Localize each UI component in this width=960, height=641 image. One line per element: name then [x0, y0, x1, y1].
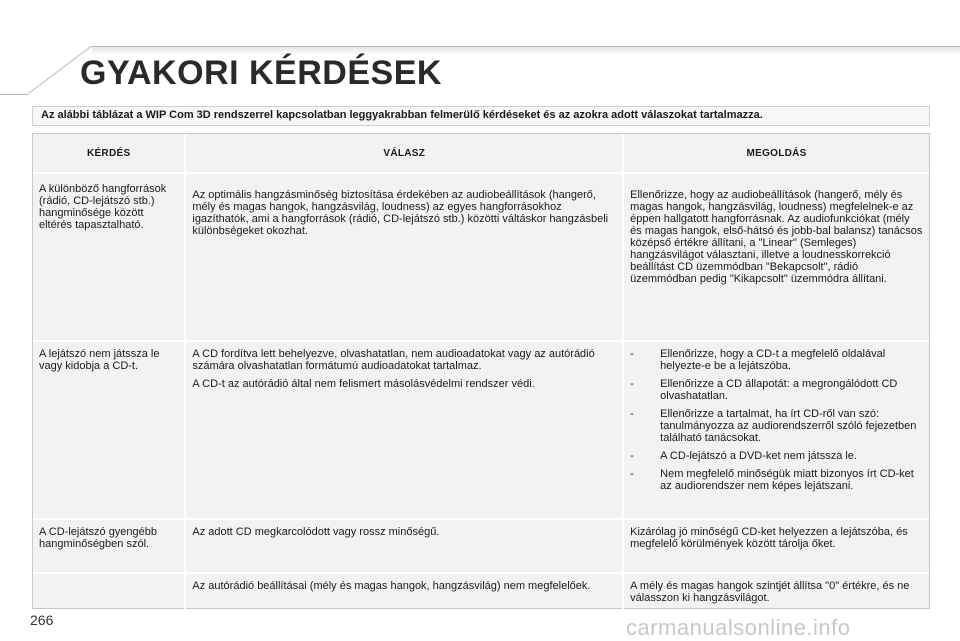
intro-text: Az alábbi táblázat a WIP Com 3D rendszerrel kapcsolatban leggyakrabban felmerülő kérdéseket és az azokra adott válaszokat tartalmazza.: [41, 109, 763, 121]
page-number: 266: [30, 612, 54, 628]
frame-line: [0, 94, 28, 95]
solution-cell: [622, 342, 929, 520]
answer-cell: [184, 574, 622, 626]
question-cell: A CD-lejátszó gyengébb hangminőségben szól.: [33, 520, 184, 574]
list-item: [630, 468, 923, 492]
answer-text: A CD fordítva lett behelyezve, olvashatatlan, nem audioadatokat vagy az autórádió számára olvashatatlan formátumú audioadatokat tartalmaz.: [192, 348, 595, 372]
table-header-row: [33, 134, 929, 174]
solution-item-text: Ellenőrizze a tartalmat, ha írt CD-ről van szó: tanulmányozza az audiorendszerről szóló fejezetben található tanácsokat.: [660, 408, 917, 444]
answer-cell: [184, 342, 622, 520]
page-title: GYAKORI KÉRDÉSEK: [80, 54, 442, 92]
faq-table-container: [32, 133, 930, 609]
question-cell: A lejátszó nem játssza le vagy kidobja a CD-t.: [33, 342, 184, 520]
dash-bullet: -: [630, 378, 634, 390]
dash-bullet: -: [630, 468, 634, 480]
answer-text: Az autórádió beállításai (mély és magas hangok, hangzásvilág) nem megfelelőek.: [192, 580, 591, 592]
answer-text: Az adott CD megkarcolódott vagy rossz minőségű.: [192, 526, 440, 538]
solution-cell: A mély és magas hangok szintjét állítsa "0" értékre, és ne válasszon ki hangzásvilágot.: [622, 574, 929, 626]
solution-cell: Kizárólag jó minőségű CD-ket helyezzen a lejátszóba, és megfelelő körülmények között tárolja őket.: [622, 520, 929, 574]
dash-bullet: -: [630, 348, 634, 360]
intro-box: [32, 106, 930, 126]
dash-bullet: -: [630, 408, 634, 420]
solution-cell: Ellenőrizze, hogy az audiobeállítások (hangerő, mély és magas hangok, hangzásvilág, loudness) megfelelnek-e az éppen hallgatott hangforrásnak. Az audiofunkciókat (mély és magas hangok, első-hátsó és jobb-bal balansz) tanácsos középső értékre állítani, a "Linear" (Semleges) hangzásvilágot választani, illetve a loudnesskorrekció beállítást CD üzemmódban "Bekapcsolt", rádió üzemmódban pedig "Kikapcsolt" üzemmódra állítani.: [622, 174, 929, 342]
solution-list: [630, 348, 923, 492]
question-cell: A különböző hangforrások (rádió, CD-lejátszó stb.) hangminősége között eltérés tapasztalható.: [33, 174, 184, 342]
list-item: [630, 408, 923, 444]
list-item: [630, 378, 923, 402]
frame-line: [91, 46, 960, 47]
table-row: [33, 174, 929, 342]
solution-item-text: Ellenőrizze a CD állapotát: a megrongálódott CD olvashatatlan.: [660, 378, 898, 402]
table-row: [33, 520, 929, 574]
header-solution: MEGOLDÁS: [622, 134, 929, 174]
solution-item-text: Ellenőrizze, hogy a CD-t a megfelelő oldalával helyezte-e be a lejátszóba.: [660, 348, 886, 372]
watermark: carmanualsonline.info: [626, 615, 851, 640]
answer-text: Az optimális hangzásminőség biztosítása érdekében az audiobeállítások (hangerő, mély és magas hangok, hangzásvilág, loudness) az egyes hangforrásokhoz igazíthatók, ami a hangforrások (rádió, CD-lejátszó stb.) közötti váltáskor hangzásbeli különbségeket okozhat.: [192, 189, 609, 237]
list-item: [630, 450, 923, 462]
answer-text: A CD-t az autórádió által nem felismert másolásvédelmi rendszer védi.: [192, 378, 535, 390]
question-cell: [33, 574, 184, 626]
solution-item-text: Nem megfelelő minőségük miatt bizonyos írt CD-ket az audiorendszer nem képes lejátszani.: [660, 468, 914, 492]
dash-bullet: -: [630, 450, 634, 462]
header-question: KÉRDÉS: [33, 134, 184, 174]
list-item: [630, 348, 923, 372]
solution-item-text: A CD-lejátszó a DVD-ket nem játssza le.: [660, 450, 857, 462]
answer-cell: [184, 520, 622, 574]
faq-table: [33, 134, 929, 626]
answer-cell: [184, 174, 622, 342]
header-answer: VÁLASZ: [184, 134, 622, 174]
table-row: [33, 342, 929, 520]
